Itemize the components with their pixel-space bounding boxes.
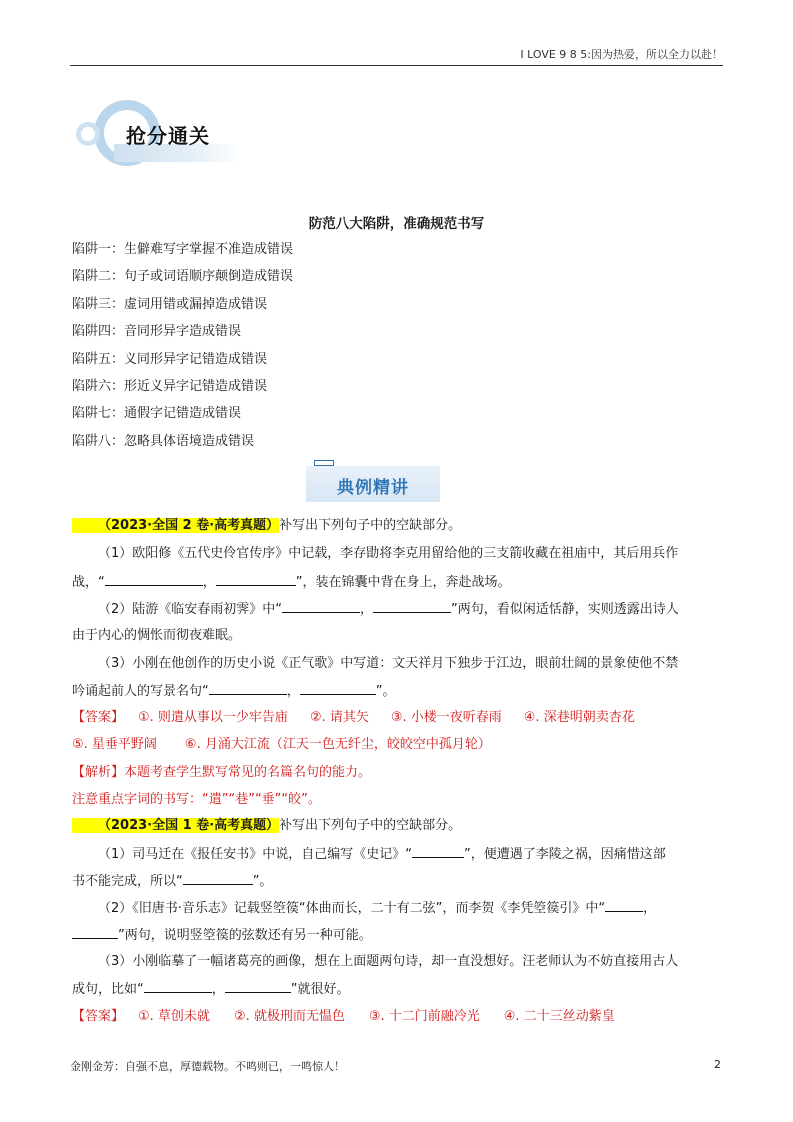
blank-line	[105, 572, 203, 586]
q1-part2-line2: 由于内心的惆怅而彻夜难眠。	[72, 628, 242, 643]
q2-part3-line1: （3）小刚临摹了一幅诸葛亮的画像，想在上面题两句诗，却一直没想好。汪老师认为不妨直接用古人	[98, 954, 679, 969]
text: ，	[211, 982, 225, 997]
q2-source-highlight: （2023·全国 1 卷·高考真题）	[72, 818, 279, 833]
trap-item: 陷阱一：生僻难写字掌握不准造成错误	[72, 242, 294, 257]
q2-part1-line2	[72, 871, 724, 892]
blank-line	[72, 925, 118, 939]
trap-item: 陷阱六：形近义异字记错造成错误	[72, 378, 268, 394]
banner-title: 抢分通关	[126, 124, 210, 148]
q1-stem-line	[72, 516, 724, 536]
q1-part1-line2	[72, 572, 724, 593]
q2-answer-line	[72, 1007, 724, 1027]
answer-item: ⑥. 月涌大江流（江天一色无纤尘，皎皎空中孤月轮）	[184, 737, 491, 752]
page-header-text: I LOVE 9 8 5:因为热爱，所以全力以赴！	[520, 48, 723, 61]
q1-stem: 补写出下列句子中的空缺部分。	[279, 518, 462, 533]
q1-part3-line1: （3）小刚在他创作的历史小说《正气歌》中写道：文天祥月下独步于江边，眼前壮阔的景象使他不禁	[98, 656, 679, 671]
text: （1）司马迁在《报任安书》中说，自己编写《史记》“	[98, 847, 413, 862]
q1-part3-line2	[72, 681, 724, 702]
text: ”两句，说明竖箜篌的弦数还有另一种可能。	[118, 928, 372, 943]
trap-item: 陷阱八：忽略具体语境造成错误	[72, 433, 255, 449]
q1-analysis-line	[72, 763, 724, 783]
trap-list	[72, 236, 293, 455]
text: （2）《旧唐书·音乐志》记载竖箜篌“体曲而长，二十有二弦”，而李贺《李凭箜篌引》中“	[98, 901, 606, 916]
answer-item: ①. 草创未就	[138, 1009, 210, 1024]
example-banner-tick	[314, 460, 334, 466]
blank-line	[216, 572, 296, 586]
text: ，	[360, 602, 374, 617]
text: ”，装在锦囊中背在身上，奔赴战场。	[295, 575, 511, 590]
q1-source-highlight: （2023·全国 2 卷·高考真题）	[72, 518, 279, 533]
analysis-text: 本题考查学生默写常见的名篇名句的能力。	[124, 765, 372, 780]
blank-line	[209, 681, 287, 695]
example-banner-label: 典例精讲	[337, 478, 409, 498]
q1-part1-line1: （1）欧阳修《五代史伶官传序》中记载，李存勖将李克用留给他的三支箭收藏在祖庙中，其后用兵作	[98, 546, 679, 561]
answer-item: ②. 就极刑而无愠色	[233, 1009, 345, 1024]
text: 战，“	[72, 575, 105, 590]
q1-note-line: 注意重点字词的书写：“遣”“巷”“垂”“皎”。	[72, 792, 321, 807]
answer-item: ③. 十二门前融冷光	[368, 1009, 480, 1024]
text: 成句，比如“	[72, 982, 144, 997]
q2-stem: 补写出下列句子中的空缺部分。	[279, 818, 462, 833]
text: ”，便遭遇了李陵之祸，因痛惜这部	[464, 847, 666, 862]
q2-part2-line1	[72, 898, 750, 919]
text: ，	[286, 684, 300, 699]
answer-item: ④. 深巷明朝卖杏花	[523, 710, 635, 725]
example-banner	[306, 466, 440, 502]
answer-label: 【答案】	[72, 1009, 125, 1024]
blank-line	[412, 844, 464, 858]
analysis-label: 【解析】	[72, 765, 125, 780]
q2-part2-line2	[72, 925, 724, 946]
q1-answer-line2	[72, 735, 724, 755]
trap-item: 陷阱五：义同形异字记错造成错误	[72, 351, 268, 367]
text: （2）陆游《临安春雨初霁》中“	[98, 602, 283, 617]
header-rule	[70, 65, 723, 66]
trap-item: 陷阱四：音同形异字造成错误	[72, 324, 242, 340]
answer-label: 【答案】	[72, 710, 125, 725]
text: ”两句，看似闲适恬静，实则透露出诗人	[451, 602, 679, 617]
answer-item: ③. 小楼一夜听春雨	[390, 710, 502, 725]
blank-line	[282, 599, 360, 613]
blank-line	[605, 898, 643, 912]
blank-line	[144, 979, 212, 993]
q1-part2-line1	[72, 599, 750, 620]
text: ”。	[252, 874, 273, 889]
trap-item: 陷阱三：虚词用错或漏掉造成错误	[72, 296, 268, 312]
blank-line	[373, 599, 451, 613]
answer-item: ⑤. 星垂平野阔	[72, 737, 157, 752]
section-banner	[70, 98, 250, 170]
text: ”。	[375, 684, 396, 699]
page-number: 2	[714, 1058, 721, 1071]
text: 书不能完成，所以“	[72, 874, 183, 889]
blank-line	[300, 681, 376, 695]
q1-answer-line1	[72, 708, 724, 728]
trap-item: 陷阱二：句子或词语顺序颠倒造成错误	[72, 269, 294, 285]
q2-part3-line2	[72, 979, 724, 1000]
doc-title: 防范八大陷阱，准确规范书写	[308, 216, 485, 232]
q2-part1-line1	[72, 844, 750, 865]
answer-item: ①. 则遣从事以一少牢告庙	[138, 710, 288, 725]
text: ，	[643, 901, 657, 916]
blank-line	[183, 871, 253, 885]
text: ，	[202, 575, 216, 590]
q2-stem-line	[72, 816, 724, 836]
trap-item: 陷阱七：通假字记错造成错误	[72, 406, 242, 422]
text: 吟诵起前人的写景名句“	[72, 684, 209, 699]
text: ”就很好。	[290, 982, 350, 997]
answer-item: ②. 请其矢	[309, 710, 369, 725]
blank-line	[225, 979, 291, 993]
footer-text: 金刚金芳：自强不息，厚德载物。不鸣则已，一鸣惊人！	[70, 1060, 345, 1073]
answer-item: ④. 二十三丝动紫皇	[503, 1009, 615, 1024]
banner-small-ring-inner	[81, 127, 95, 141]
